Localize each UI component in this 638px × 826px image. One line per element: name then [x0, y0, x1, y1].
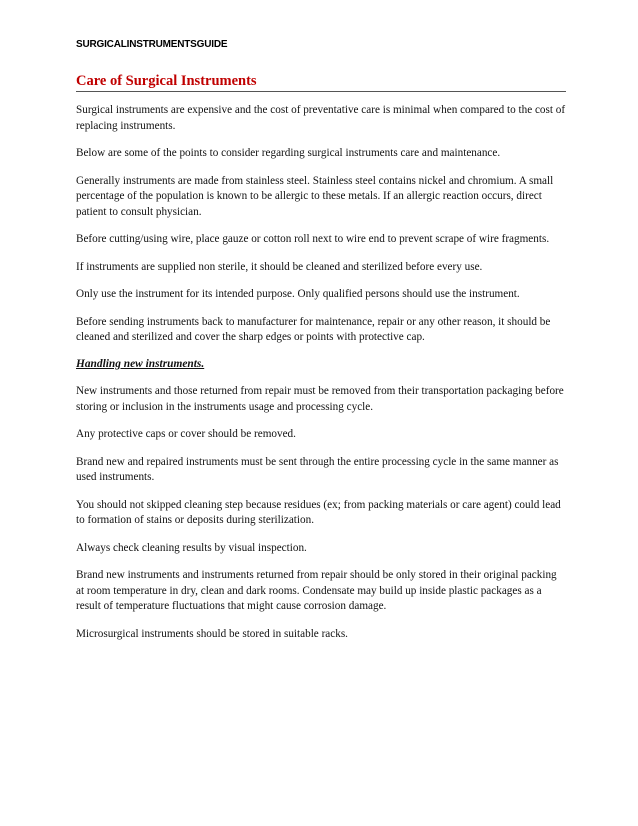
paragraph: Surgical instruments are expensive and the cost of preventative care is minimal when compared to the cost of replacing instruments. — [76, 104, 566, 132]
page-title: Care of Surgical Instruments — [76, 72, 566, 92]
paragraph: New instruments and those returned from repair must be removed from their transportation packaging before storing or inclusion in the instruments usage and processing cycle. — [76, 385, 564, 413]
paragraph: Below are some of the points to consider regarding surgical instruments care and maintenance. — [76, 147, 501, 159]
paragraph: Always check cleaning results by visual inspection. — [76, 541, 307, 554]
paragraph: You should not skipped cleaning step because residues (ex; from packing materials or care agent) could lead to formation of stains or deposits during sterilization. — [76, 498, 561, 526]
paragraph: Only use the instrument for its intended purpose. Only qualified persons should use the instrument. — [76, 288, 520, 300]
paragraph: Before sending instruments back to manufacturer for maintenance, repair or any other reason, it should be cleaned and sterilized and cover the sharp edges or points with protective cap. — [76, 315, 551, 343]
paragraph: Before cutting/using wire, place gauze or cotton roll next to wire end to prevent scrape of wire fragments. — [76, 233, 550, 245]
paragraph: Brand new and repaired instruments must be sent through the entire processing cycle in the same manner as used instruments. — [76, 455, 559, 483]
paragraph: If instruments are supplied non sterile, it should be cleaned and sterilized before every use. — [76, 260, 483, 273]
paragraph: Microsurgical instruments should be stored in suitable racks. — [76, 627, 348, 640]
paragraph: Brand new instruments and instruments returned from repair should be only stored in their original packing at room temperature in dry, clean and dark rooms. Condensate may build up inside plastic packages as a result of temperature fluctuations that might cause corrosion damage. — [76, 569, 557, 612]
section-subheading: Handling new instruments. — [76, 357, 205, 370]
running-header: SURGICALINSTRUMENTSGUIDE — [76, 39, 228, 50]
document-body — [76, 72, 566, 642]
paragraph: Generally instruments are made from stainless steel. Stainless steel contains nickel and chromium. A small percentage of the population is known to be allergic to these metals. If an allergic reaction occurs, direct patient to consult physician. — [76, 174, 554, 218]
paragraph: Any protective caps or cover should be removed. — [76, 428, 296, 440]
